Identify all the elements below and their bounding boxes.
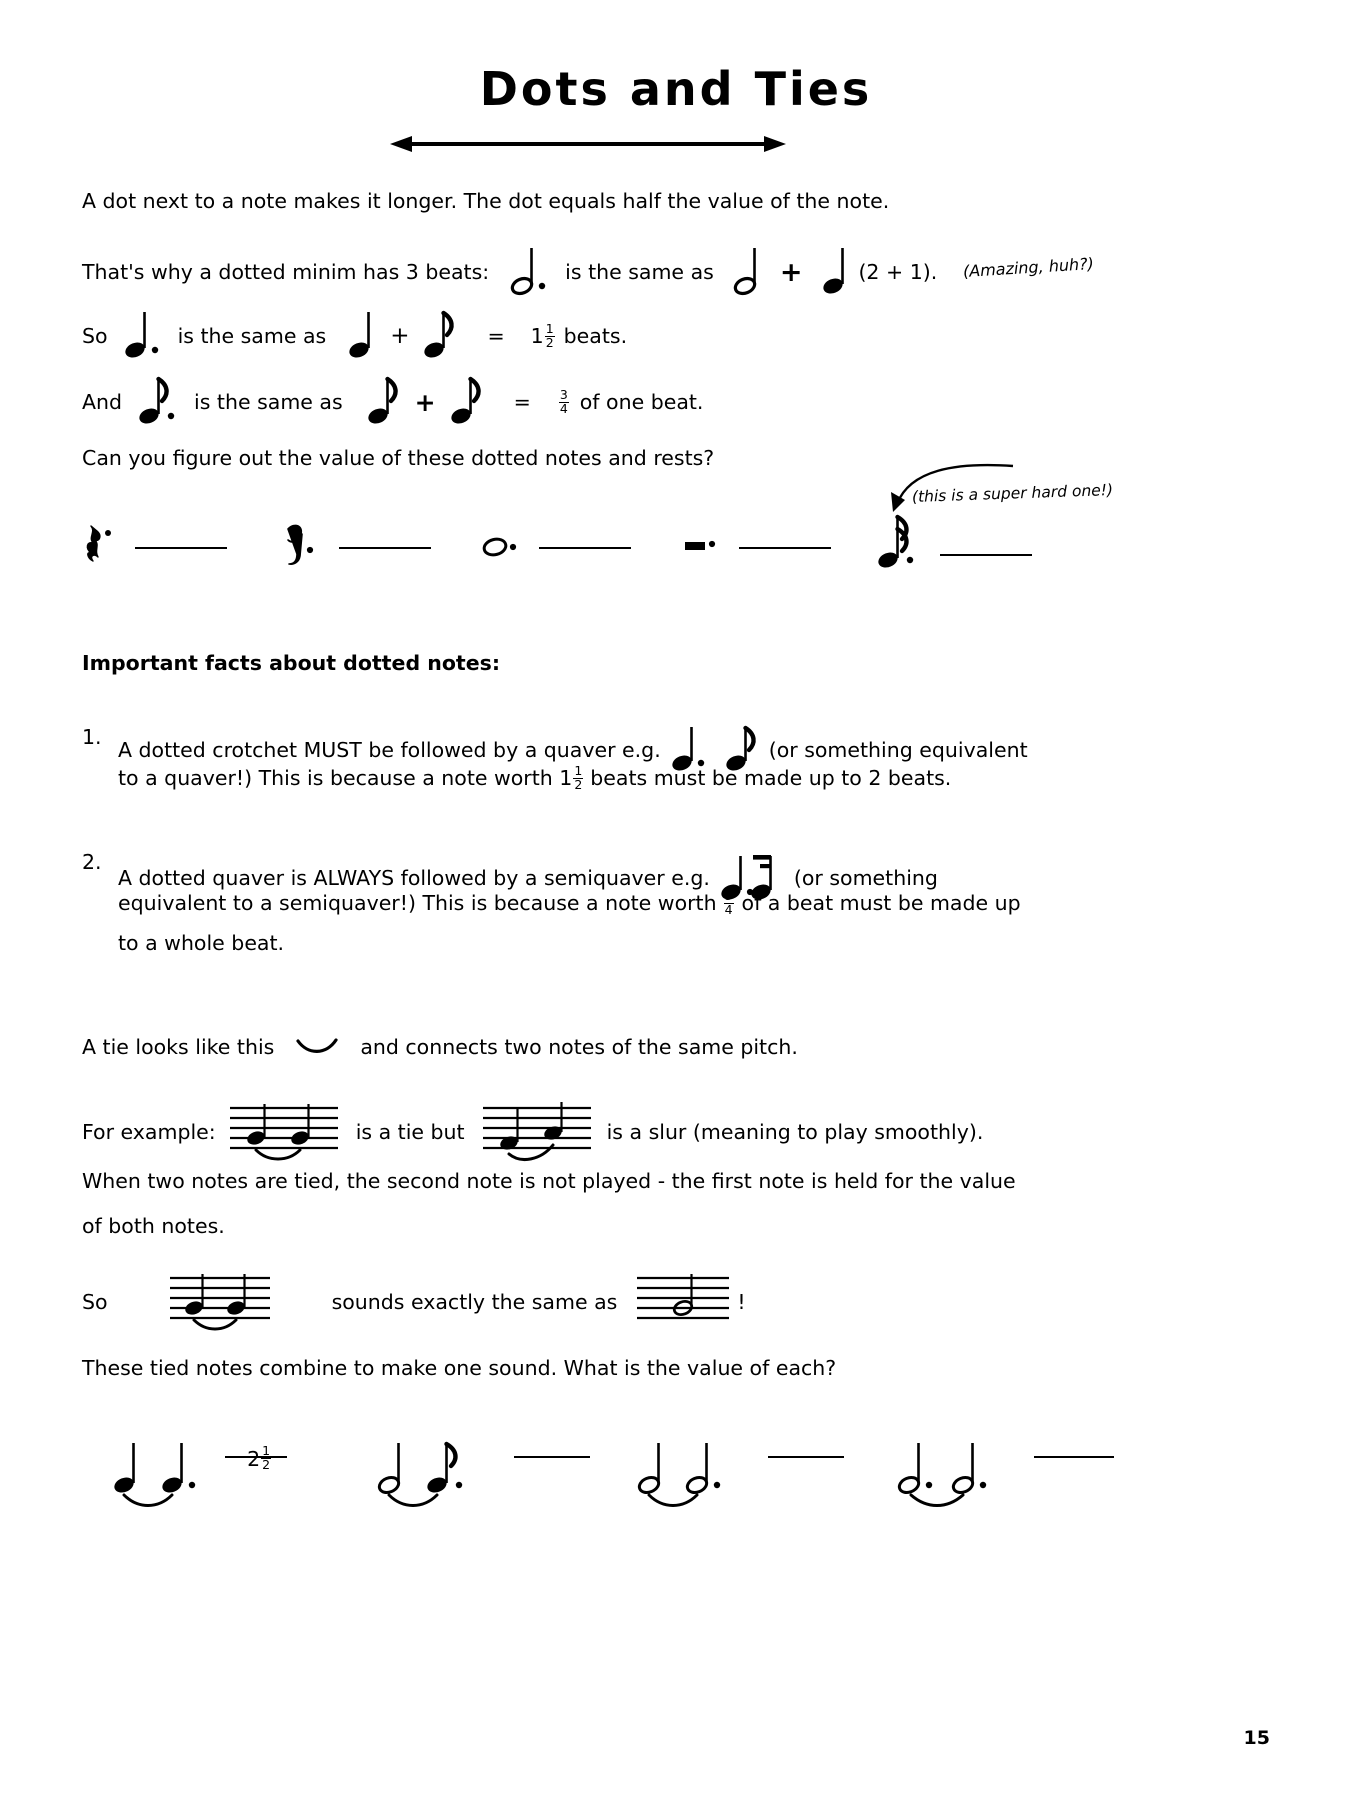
ties-line-1 [82, 1035, 798, 1059]
intro-line-4 [82, 376, 703, 428]
exercise-1-answer-3[interactable] [539, 546, 631, 549]
plus-sign-3: + [414, 387, 436, 417]
tied-minim-dotted-minim-glyph [635, 1437, 747, 1513]
intro-line-1: A dot next to a note makes it longer. The dot equals half the value of the note. [82, 189, 890, 213]
dotted-semiquaver-glyph [877, 510, 923, 576]
staff-slur-example [483, 1100, 591, 1164]
quaver-glyph [423, 310, 455, 362]
exercise-2-row [110, 1425, 1120, 1535]
exercise-1-prompt: Can you figure out the value of these dotted notes and rests? [82, 446, 715, 470]
tied-dotted-minim-dotted-crotchet-glyph [895, 1437, 1015, 1513]
exercise-1-answer-2[interactable] [339, 546, 431, 549]
fact-2-cont-a: equivalent to a semiquaver!) This is because a note worth [118, 891, 717, 916]
dotted-crotchet-rest-glyph [82, 520, 116, 576]
exercise-1-item-5[interactable] [877, 510, 1032, 576]
ties-line-2-b: is a tie but [355, 1120, 465, 1144]
fact-2-line-2 [118, 890, 1021, 917]
exercise-1-answer-1[interactable] [135, 546, 227, 549]
exercise-1-row [82, 520, 1082, 590]
intro-line-4-text-a: And [82, 390, 123, 414]
intro-line-2-text-c: (2 + 1). [858, 260, 938, 284]
ties-line-4 [82, 1270, 746, 1334]
intro-line-3-tail: beats. [563, 324, 628, 348]
tied-minim-dotted-quaver-glyph [375, 1437, 493, 1513]
exercise-2-item-1[interactable] [110, 1437, 287, 1513]
minim-glyph [734, 246, 760, 298]
exercise-2-answer-line-1[interactable] [225, 1455, 287, 1458]
intro-line-2-text-b: is the same as [565, 260, 714, 284]
exercise-2-answer-line-3[interactable] [768, 1455, 844, 1458]
intro-line-3-text-a: So [82, 324, 108, 348]
facts-heading: Important facts about dotted notes: [82, 651, 501, 675]
ties-line-1-a: A tie looks like this [82, 1035, 275, 1059]
intro-line-3-text-b: is the same as [177, 324, 327, 348]
dotted-semibreve-glyph [482, 520, 520, 576]
ties-line-2 [82, 1100, 983, 1164]
crotchet-glyph [822, 246, 848, 298]
exercise-1-item-1[interactable] [82, 520, 227, 576]
exercise-2-answer-1-fraction: $\frac{1}{2}$ [262, 1443, 271, 1472]
exercise-2-item-4[interactable] [895, 1437, 1114, 1513]
fact-2-text-before: A dotted quaver is ALWAYS followed by a semiquaver e.g. [118, 866, 710, 890]
quaver-glyph-3 [450, 376, 482, 428]
dotted-quaver-glyph [138, 376, 180, 428]
equals-sign-1: = [487, 324, 505, 348]
staff-tied-crotchets [170, 1270, 270, 1334]
fact-1-cont-b: beats must be made up to 2 beats. [590, 766, 952, 791]
fact-1-fraction: $\frac{1}{2}$ [574, 763, 583, 792]
fact-2-text-after: (or something [793, 866, 938, 890]
fact-2-number: 2. [82, 850, 102, 874]
fact-1-line-2 [118, 765, 951, 792]
ties-line-3-b: of both notes. [82, 1214, 225, 1238]
page-title: Dots and Ties [479, 62, 873, 116]
staff-minim [637, 1270, 729, 1334]
fact-1-number: 1. [82, 725, 102, 749]
exercise-2-answer-1[interactable]: 2 $\frac{1}{2}$ [247, 1443, 271, 1472]
exercise-2-item-3[interactable] [635, 1437, 844, 1513]
equals-sign-2: = [513, 390, 531, 414]
ties-line-2-c: is a slur (meaning to play smoothly). [606, 1120, 984, 1144]
exercise-1-item-2[interactable] [282, 520, 431, 576]
fact-2-cont-b: of a beat must be made up [741, 891, 1021, 916]
dotted-minim-glyph [511, 246, 551, 298]
ties-line-3-a: When two notes are tied, the second note is not played - the first note is held for the value [82, 1169, 1016, 1193]
ties-line-4-b: sounds exactly the same as [331, 1290, 618, 1314]
dotted-minim-rest-glyph [682, 520, 720, 576]
dotted-crotchet-glyph [124, 310, 164, 362]
intro-line-3 [82, 310, 627, 362]
fact-1-cont-a: to a quaver!) This is because a note worth 1 [118, 766, 573, 791]
value-one-and-half [530, 320, 556, 350]
title-underline-arrow [390, 133, 786, 155]
exercise-2-item-2[interactable] [375, 1437, 590, 1513]
annotation-amazing-huh: (Amazing, huh?) [962, 254, 1095, 281]
plus-sign-1: + [779, 256, 803, 288]
intro-line-2 [82, 246, 937, 298]
exercise-1-answer-4[interactable] [739, 546, 831, 549]
exercise-2-answer-line-4[interactable] [1034, 1455, 1114, 1458]
ties-line-4-a: So [82, 1290, 108, 1314]
ties-line-2-a: For example: [82, 1120, 216, 1144]
exercise-1-item-3[interactable] [482, 520, 631, 576]
plus-sign-2: + [390, 323, 410, 349]
fact-1-text-after: (or something equivalent [768, 738, 1028, 762]
ties-line-4-c: ! [737, 1290, 746, 1314]
staff-tie-example [230, 1100, 338, 1164]
fraction-three-quarters: $\frac{3}{4}$ [559, 386, 568, 416]
exercise-1-answer-5[interactable] [940, 553, 1032, 556]
exercise-2-prompt: These tied notes combine to make one sound. What is the value of each? [82, 1356, 837, 1380]
exercise-2-answer-line-2[interactable] [514, 1455, 590, 1458]
ties-line-1-b: and connects two notes of the same pitch. [360, 1035, 798, 1059]
exercise-1-item-4[interactable] [682, 520, 831, 576]
dotted-quaver-rest-glyph [282, 520, 320, 576]
fraction-one-half: $\frac{1}{2}$ [545, 320, 554, 350]
annotation-super-hard: (this is a super hard one!) [911, 480, 1114, 506]
intro-line-4-tail: of one beat. [579, 390, 704, 414]
tie-curve-icon [296, 1037, 338, 1057]
crotchet-glyph-2 [348, 310, 374, 362]
page-number: 15 [1243, 1727, 1270, 1749]
quaver-glyph-2 [367, 376, 399, 428]
fact-2-cont-c: to a whole beat. [118, 931, 285, 955]
tied-crotchet-dotted-crotchet-glyph [110, 1437, 220, 1513]
value-whole-1: 1 [530, 324, 544, 348]
intro-line-4-text-b: is the same as [194, 390, 343, 414]
intro-line-2-text-a: That's why a dotted minim has 3 beats: [82, 260, 490, 284]
fact-1-text-before: A dotted crotchet MUST be followed by a quaver e.g. [118, 738, 661, 762]
fact-2-fraction: $\frac{3}{4}$ [724, 888, 733, 917]
